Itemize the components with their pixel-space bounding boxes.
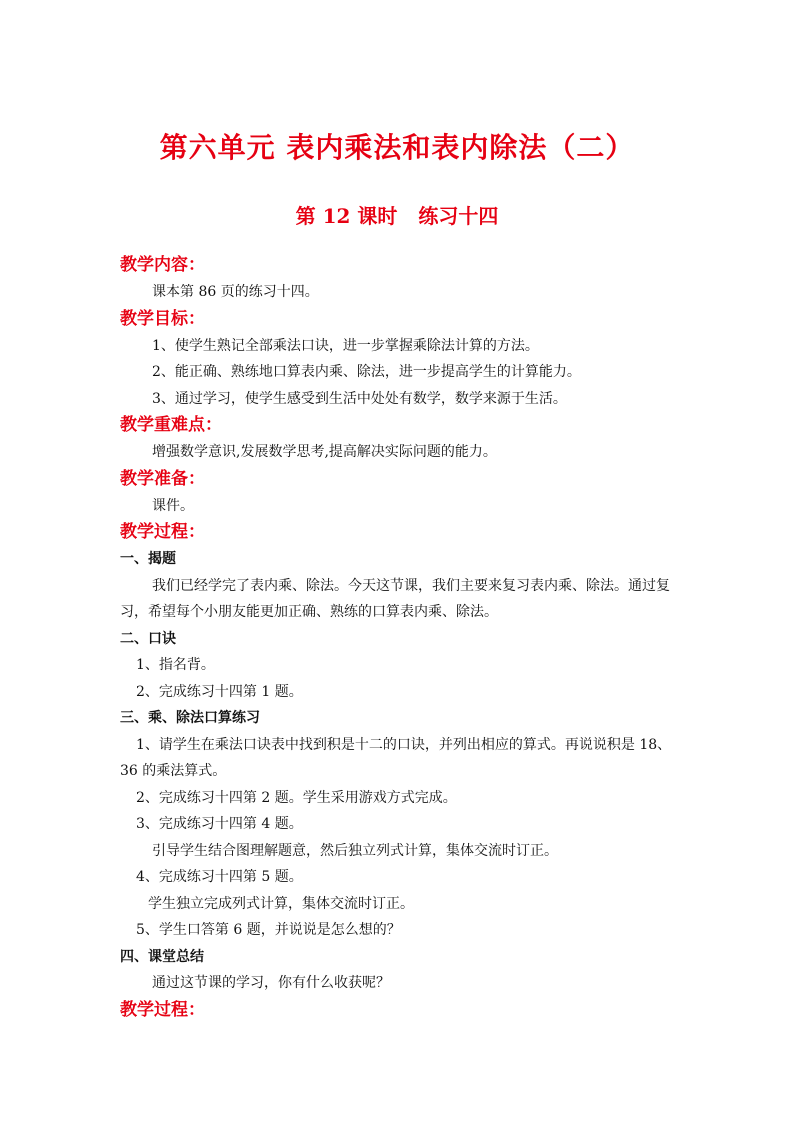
part3-item: 3、完成练习十四第 4 题。 [136, 816, 303, 832]
key-points-text: 增强数学意识,发展数学思考,提高解决实际问题的能力。 [152, 444, 497, 460]
document-title: 第六单元 表内乘法和表内除法（二） [159, 131, 635, 164]
key-points-heading: 教学重难点： [120, 415, 222, 435]
part1-heading: 一、揭题 [120, 551, 176, 567]
document-body [120, 252, 680, 1024]
part1-text: 我们已经学完了表内乘、除法。今天这节课，我们主要来复习表内乘、除法。通过复习，希望每个小朋友能更加正确、熟练的口算表内乘、除法。 [120, 577, 670, 620]
preparation-heading: 教学准备： [120, 468, 205, 489]
part3-note: 学生独立完成列式计算，集体交流时订正。 [148, 895, 414, 912]
goal-item: 1、使学生熟记全部乘法口诀，进一步掌握乘除法计算的方法。 [152, 337, 539, 354]
part3-item: 5、学生口答第 6 题，并说说是怎么想的？ [136, 922, 401, 938]
preparation-text: 课件。 [152, 497, 194, 514]
part2-item: 1、指名背。 [136, 657, 215, 673]
goal-item: 2、能正确、熟练地口算表内乘、除法，进一步提高学生的计算能力。 [152, 364, 581, 380]
goal-item: 3、通过学习，使学生感受到生活中处处有数学，数学来源于生活。 [152, 390, 567, 407]
part2-heading: 二、口诀 [120, 630, 176, 647]
part3-item: 4、完成练习十四第 5 题。 [136, 869, 303, 885]
lesson-subtitle: 第 12 课时 练习十四 [295, 204, 499, 228]
content-heading: 教学内容： [120, 255, 205, 275]
part3-heading: 三、乘、除法口算练习 [120, 710, 260, 726]
process-heading: 教学过程： [120, 522, 205, 542]
part3-note: 引导学生结合图理解题意，然后独立列式计算，集体交流时订正。 [152, 842, 558, 859]
part3-item: 1、请学生在乘法口诀表中找到积是十二的口诀，并列出相应的算式。再说说积是 18、36 的乘法算式。 [120, 736, 672, 779]
process-heading-2: 教学过程： [120, 999, 205, 1020]
part3-item: 2、完成练习十四第 2 题。学生采用游戏方式完成。 [136, 789, 457, 806]
part4-heading: 四、课堂总结 [120, 948, 204, 965]
goals-heading: 教学目标： [120, 308, 205, 329]
part4-text: 通过这节课的学习，你有什么收获呢？ [152, 975, 390, 991]
part2-item: 2、完成练习十四第 1 题。 [136, 683, 303, 700]
content-text: 课本第 86 页的练习十四。 [152, 284, 319, 300]
